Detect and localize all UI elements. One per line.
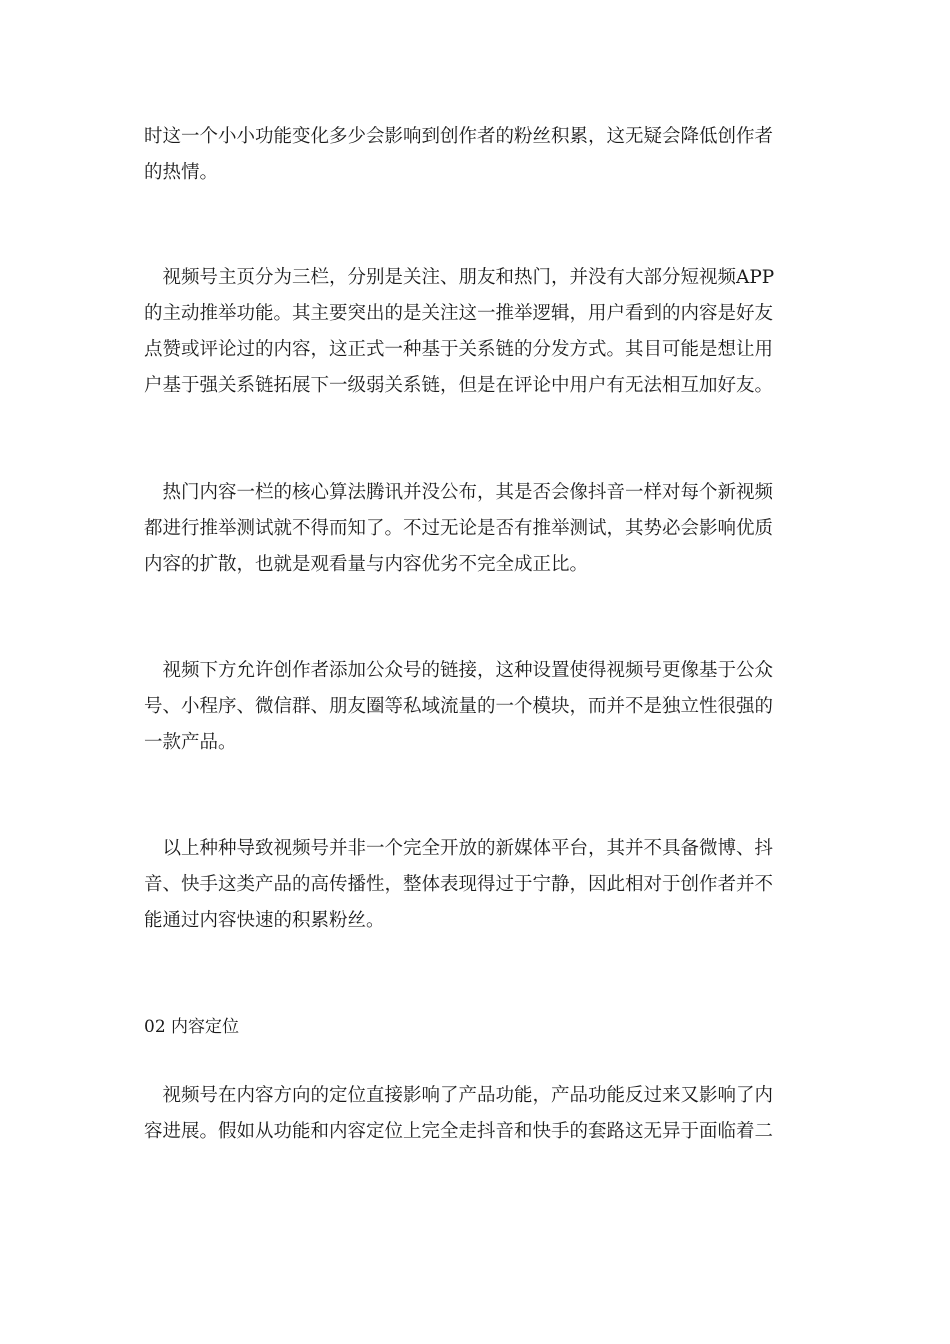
paragraph-2-line-4: 户基于强关系链拓展下一级弱关系链，但是在评论中用户有无法相互加好友。 [144, 375, 774, 396]
paragraph-4-line-3: 一款产品。 [144, 732, 237, 753]
paragraph-3-line-2: 都进行推举测试就不得而知了。不过无论是否有推举测试，其势必会影响优质 [144, 518, 774, 539]
paragraph-5-line-1: 以上种种导致视频号并非一个完全开放的新媒体平台，其并不具备微博、抖 [144, 838, 774, 859]
final-paragraph-line-1: 视频号在内容方向的定位直接影响了产品功能，产品功能反过来又影响了内 [144, 1085, 774, 1106]
paragraph-1-line-2: 的热情。 [144, 162, 219, 183]
paragraph-2-line-2: 的主动推举功能。其主要突出的是关注这一推举逻辑，用户看到的内容是好友 [144, 303, 774, 324]
paragraph-3-line-1: 热门内容一栏的核心算法腾讯并没公布，其是否会像抖音一样对每个新视频 [144, 482, 774, 503]
final-paragraph-line-2: 容进展。假如从功能和内容定位上完全走抖音和快手的套路这无异于面临着二 [144, 1121, 774, 1142]
paragraph-2-line-3: 点赞或评论过的内容，这正式一种基于关系链的分发方式。其目可能是想让用 [144, 339, 774, 360]
paragraph-1-line-1: 时这一个小小功能变化多少会影响到创作者的粉丝积累，这无疑会降低创作者 [144, 126, 774, 147]
paragraph-4-line-1: 视频下方允许创作者添加公众号的链接，这种设置使得视频号更像基于公众 [144, 660, 774, 681]
section-heading: 02 内容定位 [144, 1017, 240, 1037]
paragraph-4-line-2: 号、小程序、微信群、朋友圈等私域流量的一个模块，而并不是独立性很强的 [144, 696, 774, 717]
paragraph-2-line-1: 视频号主页分为三栏，分别是关注、朋友和热门，并没有大部分短视频APP [144, 267, 775, 288]
paragraph-5-line-2: 音、快手这类产品的高传播性，整体表现得过于宁静，因此相对于创作者并不 [144, 874, 774, 895]
paragraph-3-line-3: 内容的扩散，也就是观看量与内容优劣不完全成正比。 [144, 554, 589, 575]
paragraph-5-line-3: 能通过内容快速的积累粉丝。 [144, 910, 385, 931]
